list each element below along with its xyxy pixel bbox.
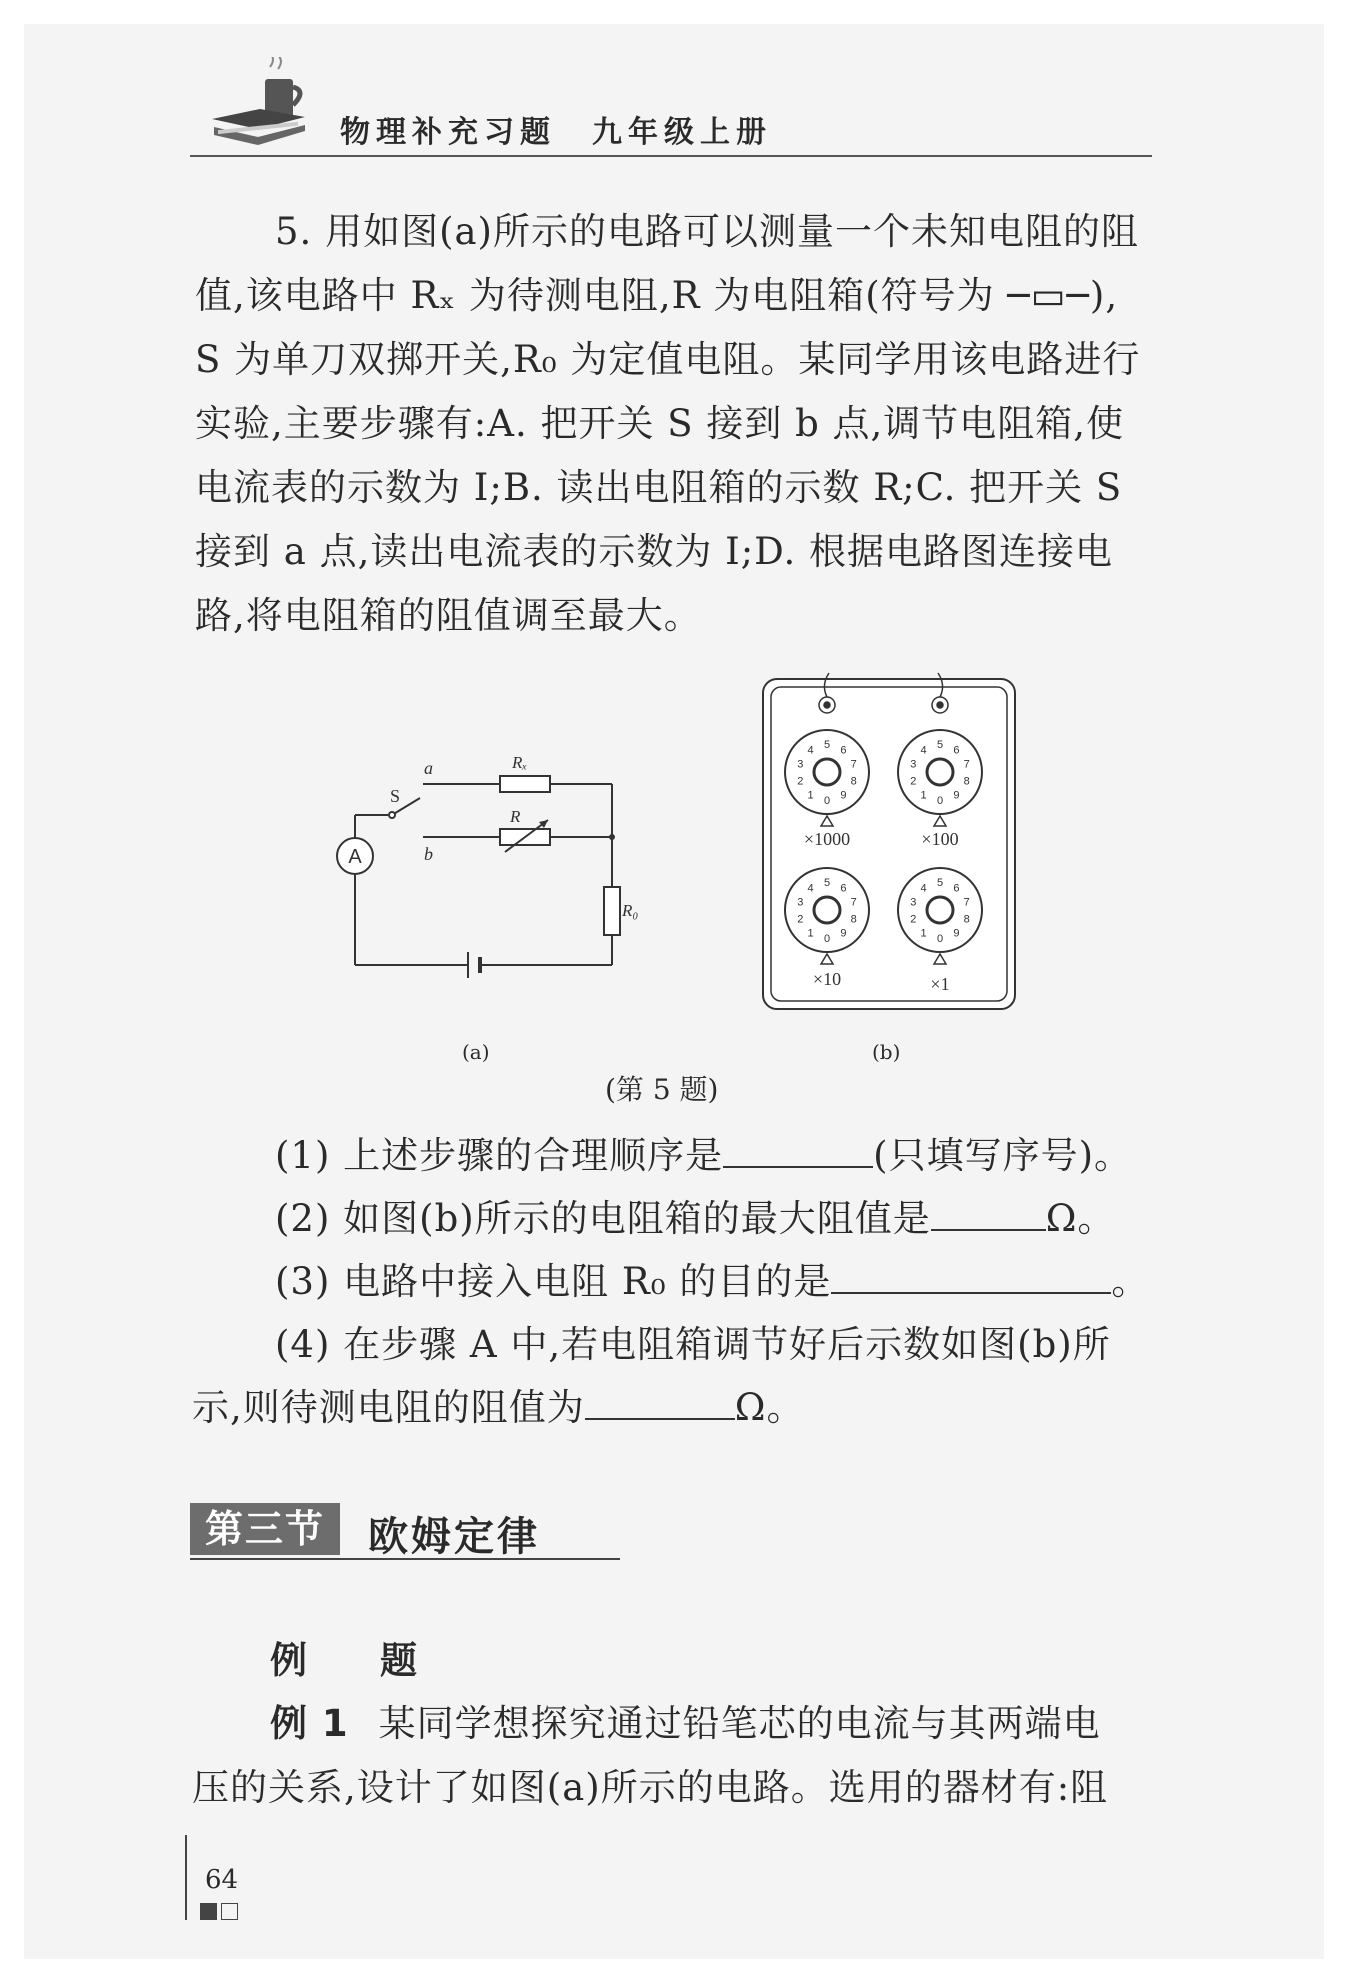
resistor-rx [500,776,550,792]
question-4-line1: (4) 在步骤 A 中,若电阻箱调节好后示数如图(b)所 [275,1323,1111,1366]
dial-digit: 6 [953,744,960,757]
dial-digit: 8 [850,775,857,788]
caption-b: (b) [872,1040,901,1064]
margin-square-outline [221,1903,238,1920]
dial-digit: 2 [797,913,804,926]
dial-digit: 9 [840,789,847,802]
dial-digit: 2 [797,775,804,788]
dial-digit: 8 [963,913,970,926]
dial-digit: 0 [936,795,944,807]
dial-digit: 1 [920,789,927,802]
example-1-line1: 例 1 某同学想探究通过铅笔芯的电流与其两端电 [270,1702,1101,1745]
question-2: (2) 如图(b)所示的电阻箱的最大阻值是 Ω。 [275,1197,1116,1240]
dial-digit: 7 [963,896,970,909]
answer-blank-2[interactable] [931,1195,1046,1231]
rx-label: Rₓ [512,753,528,772]
dial-digit: 0 [823,795,831,807]
terminal-a-label: a [424,758,433,778]
running-header [190,95,1152,157]
problem-line: 路,将电阻箱的阻值调至最大。 [195,594,702,637]
problem-line: 值,该电路中 Rₓ 为待测电阻,R 为电阻箱(符号为 ─▭─), [195,274,1119,317]
switch-label: S [390,786,401,806]
page-number: 64 [205,1865,239,1895]
problem-line: 实验,主要步骤有:A. 把开关 S 接到 b 点,调节电阻箱,使 [195,402,1125,445]
dial-multiplier-1: ×1 [930,974,950,994]
dial-multiplier-100: ×100 [921,829,959,849]
dial-digit: 1 [807,927,814,940]
circuit-diagram [320,740,650,990]
question-4-line2: 示,则待测电阻的阻值为 Ω。 [192,1386,805,1429]
dial-digit: 2 [910,913,917,926]
answer-blank-4[interactable] [585,1384,735,1420]
dial-digit: 7 [850,758,857,771]
dial-digit: 8 [850,913,857,926]
example-label: 例 1 [270,1702,349,1745]
dial-digit: 1 [920,927,927,940]
dial-digit: 9 [953,927,960,940]
question-3: (3) 电路中接入电阻 R₀ 的目的是 。 [275,1260,1150,1303]
example-heading: 例 题 [270,1639,435,1682]
r0-label: R₀ [622,901,639,920]
dial-digit: 3 [797,896,804,909]
answer-blank-3[interactable] [831,1258,1111,1294]
answer-blank-1[interactable] [723,1132,873,1168]
problem-5-text [195,200,1155,648]
margin-square-filled [200,1903,217,1920]
dial-digit: 3 [910,758,917,771]
r-label: R [510,807,521,826]
dial-digit: 4 [807,744,814,757]
dial-multiplier-1000: ×1000 [803,829,851,849]
dial-digit: 1 [807,789,814,802]
dial-digit: 9 [953,789,960,802]
dial-digit: 6 [840,882,847,895]
caption-a: (a) [462,1040,490,1064]
dial-digit: 7 [963,758,970,771]
figure-caption: (第 5 题) [605,1073,719,1106]
problem-line: 电流表的示数为 I;B. 读出电阻箱的示数 R;C. 把开关 S [195,466,1123,509]
dial-digit: 3 [797,758,804,771]
dial-digit: 0 [936,933,944,945]
header-title: 物理补充习题 九年级上册 [340,115,772,150]
problem-line: 5. 用如图(a)所示的电路可以测量一个未知电阻的阻 [275,210,1139,253]
problem-line: 接到 a 点,读出电流表的示数为 I;D. 根据电路图连接电 [195,530,1114,573]
dial-multiplier-10: ×10 [812,969,842,989]
section-banner [190,1503,620,1560]
resistor-r0 [604,887,620,935]
dial-digit: 5 [936,739,944,751]
dial-digit: 9 [840,927,847,940]
dial-digit: 2 [910,775,917,788]
dial-digit: 6 [953,882,960,895]
dial-digit: 7 [850,896,857,909]
dial-digit: 8 [963,775,970,788]
dial-digit: 0 [823,933,831,945]
question-1: (1) 上述步骤的合理顺序是 (只填写序号)。 [275,1134,1133,1177]
resistance-box-diagram [755,655,1025,1015]
example-1-line2: 压的关系,设计了如图(a)所示的电路。选用的器材有:阻 [192,1766,1109,1809]
dial-digit: 4 [807,882,814,895]
terminal-b-label: b [424,844,433,864]
section-title: 欧姆定律 [368,1514,540,1560]
section-number: 第三节 [190,1503,340,1555]
dial-digit: 3 [910,896,917,909]
dial-digit: 4 [920,744,927,757]
dial-digit: 5 [823,877,831,889]
margin-line [185,1835,187,1920]
dial-digit: 6 [840,744,847,757]
dial-digit: 5 [823,739,831,751]
dial-digit: 5 [936,877,944,889]
books-and-cup-icon [210,57,320,152]
ammeter-label: A [348,846,362,868]
dial-digit: 4 [920,882,927,895]
problem-line: S 为单刀双掷开关,R₀ 为定值电阻。某同学用该电路进行 [195,338,1141,381]
